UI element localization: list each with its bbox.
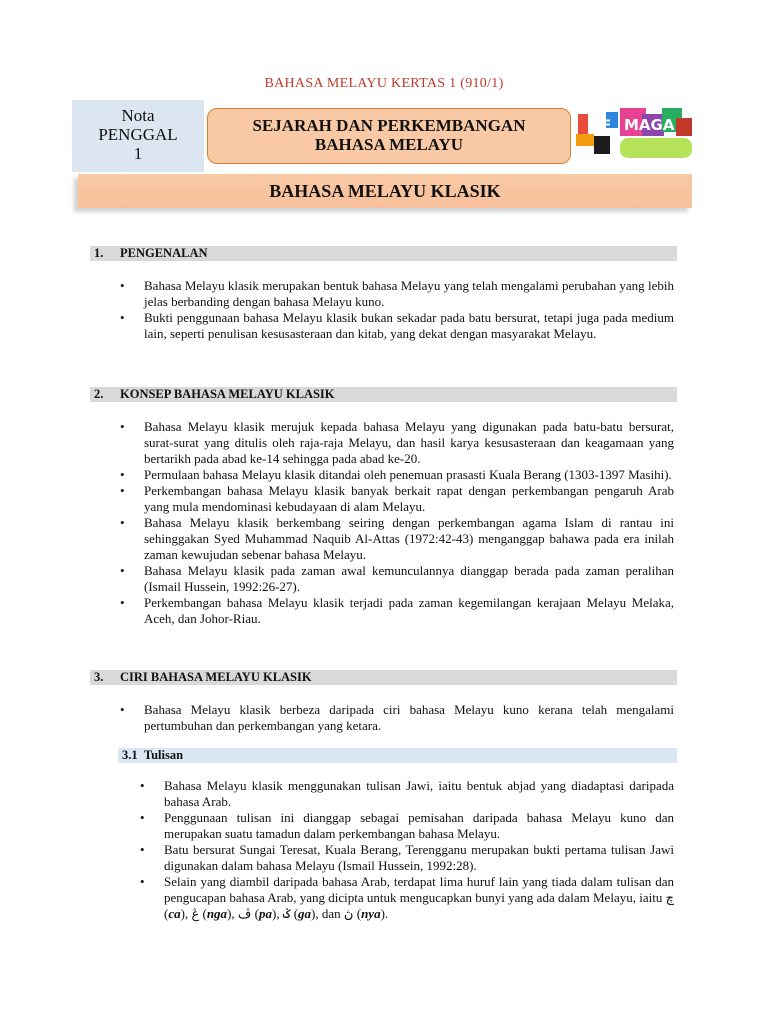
list-item: • Bahasa Melayu klasik merupakan bentuk bahasa Melayu yang telah mengalami perubahan yang lebih jelas berbanding dengan bahasa Melayu kuno. [120, 278, 674, 310]
subsection-heading-3-1 [118, 748, 677, 763]
jawi-separator: . [384, 906, 389, 921]
jawi-glyph: چ [665, 890, 675, 905]
section-title: KONSEP BAHASA MELAYU KLASIK [120, 387, 335, 401]
list-item: • Batu bersurat Sungai Teresat, Kuala Berang, Terengganu merupakan bukti pertama tulisan Jawi digunakan dalam bahasa Melayu (Ismail Hussein, 1992:28). [140, 842, 674, 874]
jawi-letter: ڽ (nya). [343, 906, 389, 921]
jawi-letter: ڤ (pa), [237, 906, 283, 921]
list-item: • Bahasa Melayu klasik pada zaman awal kemunculannya dianggap berada pada zaman peralihan (Ismail Hussein, 1992:26-27). [120, 563, 674, 595]
section-heading-1 [90, 246, 677, 261]
subsection-3-1-list [140, 778, 674, 922]
section-number: 1. [94, 246, 104, 260]
topic-title-line-2: BAHASA MELAYU [314, 135, 464, 154]
list-item: • Bahasa Melayu klasik merujuk kepada bahasa Melayu yang digunakan pada batu-batu bersurat, surat-surat yang ditulis oleh raja-raja Melayu, dan hasil karya kesusasteraan dan keagamaan yang bertarikh pada abad ke-14 sehingga pada abad ke-20. [120, 419, 674, 467]
list-item [140, 874, 674, 922]
jawi-letter: ڠ (nga), [191, 906, 238, 921]
nota-line-1: Nota [121, 106, 155, 125]
jawi-letter: ݢ (ga), dan [282, 906, 344, 921]
jawi-glyph: ݢ [282, 906, 291, 921]
logo-text-de: DE [590, 118, 612, 134]
nota-line-3: 1 [133, 144, 143, 163]
list-item: • Bahasa Melayu klasik menggunakan tulisan Jawi, iaitu bentuk abjad yang diadaptasi daripada bahasa Arab. [140, 778, 674, 810]
jawi-roman: ga [298, 906, 312, 921]
nota-penggal-box [72, 100, 204, 172]
logo-text-maga: MAGA [624, 116, 675, 134]
section-heading-2 [90, 387, 677, 402]
jawi-separator: , dan [315, 906, 344, 921]
subsection-title: Tulisan [143, 748, 184, 762]
demaga-logo [576, 104, 700, 168]
list-item: • Penggunaan tulisan ini dianggap sebagai pemisahan daripada bahasa Melayu kuno dan merupakan suatu tamadun dalam perkembangan bahasa Melayu. [140, 810, 674, 842]
jawi-roman: nga [206, 906, 228, 921]
topic-title-box [207, 108, 571, 164]
topic-banner: BAHASA MELAYU KLASIK [78, 174, 692, 208]
jawi-separator: , [276, 906, 283, 921]
jawi-glyph: ڤ [237, 906, 252, 921]
section-title: PENGENALAN [120, 246, 208, 260]
jawi-roman: ca [168, 906, 181, 921]
jawi-roman: pa [258, 906, 272, 921]
section-number: 3. [94, 670, 104, 684]
section-2-list [120, 419, 674, 627]
jawi-letter: چ (ca), [164, 890, 675, 921]
jawi-glyph: ڠ [191, 906, 200, 921]
section-3-list [120, 702, 674, 734]
list-item: • Permulaan bahasa Melayu klasik ditandai oleh penemuan prasasti Kuala Berang (1303-1397 Masihi). [120, 467, 674, 483]
section-1-list [120, 278, 674, 342]
jawi-roman: nya [361, 906, 381, 921]
jawi-separator: , [184, 906, 192, 921]
jawi-glyph: ڽ [343, 906, 354, 921]
topic-title-line-1: SEJARAH DAN PERKEMBANGAN [252, 116, 526, 135]
list-item: • Bahasa Melayu klasik berkembang seiring dengan perkembangan agama Islam di rantau ini sehinggakan Syed Muhammad Naquib Al-Attas (1972:42-43) menganggap bahawa pada era inilah zaman kewujudan sebenar bahasa Melayu. [120, 515, 674, 563]
list-item: • Perkembangan bahasa Melayu klasik terjadi pada zaman kegemilangan kerajaan Melayu Melaka, Aceh, dan Johor-Riau. [120, 595, 674, 627]
jawi-letters-intro: Selain yang diambil daripada bahasa Arab, terdapat lima huruf lain yang tiada dalam tulisan dan pengucapan bahasa Arab, yang dicipta untuk mengucapkan bunyi yang ada dalam Melayu, iaitu [164, 874, 674, 905]
section-number: 2. [94, 387, 104, 401]
section-heading-3 [90, 670, 677, 685]
list-item: • Bukti penggunaan bahasa Melayu klasik bukan sekadar pada batu bersurat, tetapi juga pada medium lain, seperti penulisan kesusasteraan dan kitab, yang dekat dengan masyarakat Melayu. [120, 310, 674, 342]
subsection-number: 3.1 [122, 748, 138, 762]
jawi-separator: , [231, 906, 238, 921]
section-title: CIRI BAHASA MELAYU KLASIK [120, 670, 312, 684]
list-item: • Perkembangan bahasa Melayu klasik banyak berkait rapat dengan perkembangan pengaruh Arab yang mula mendominasi kebudayaan di alam Melayu. [120, 483, 674, 515]
nota-line-2: PENGGAL [98, 125, 178, 144]
list-item: • Bahasa Melayu klasik berbeza daripada ciri bahasa Melayu kuno kerana telah mengalami pertumbuhan dan perkembangan yang ketara. [120, 702, 674, 734]
course-header: BAHASA MELAYU KERTAS 1 (910/1) [264, 76, 504, 91]
